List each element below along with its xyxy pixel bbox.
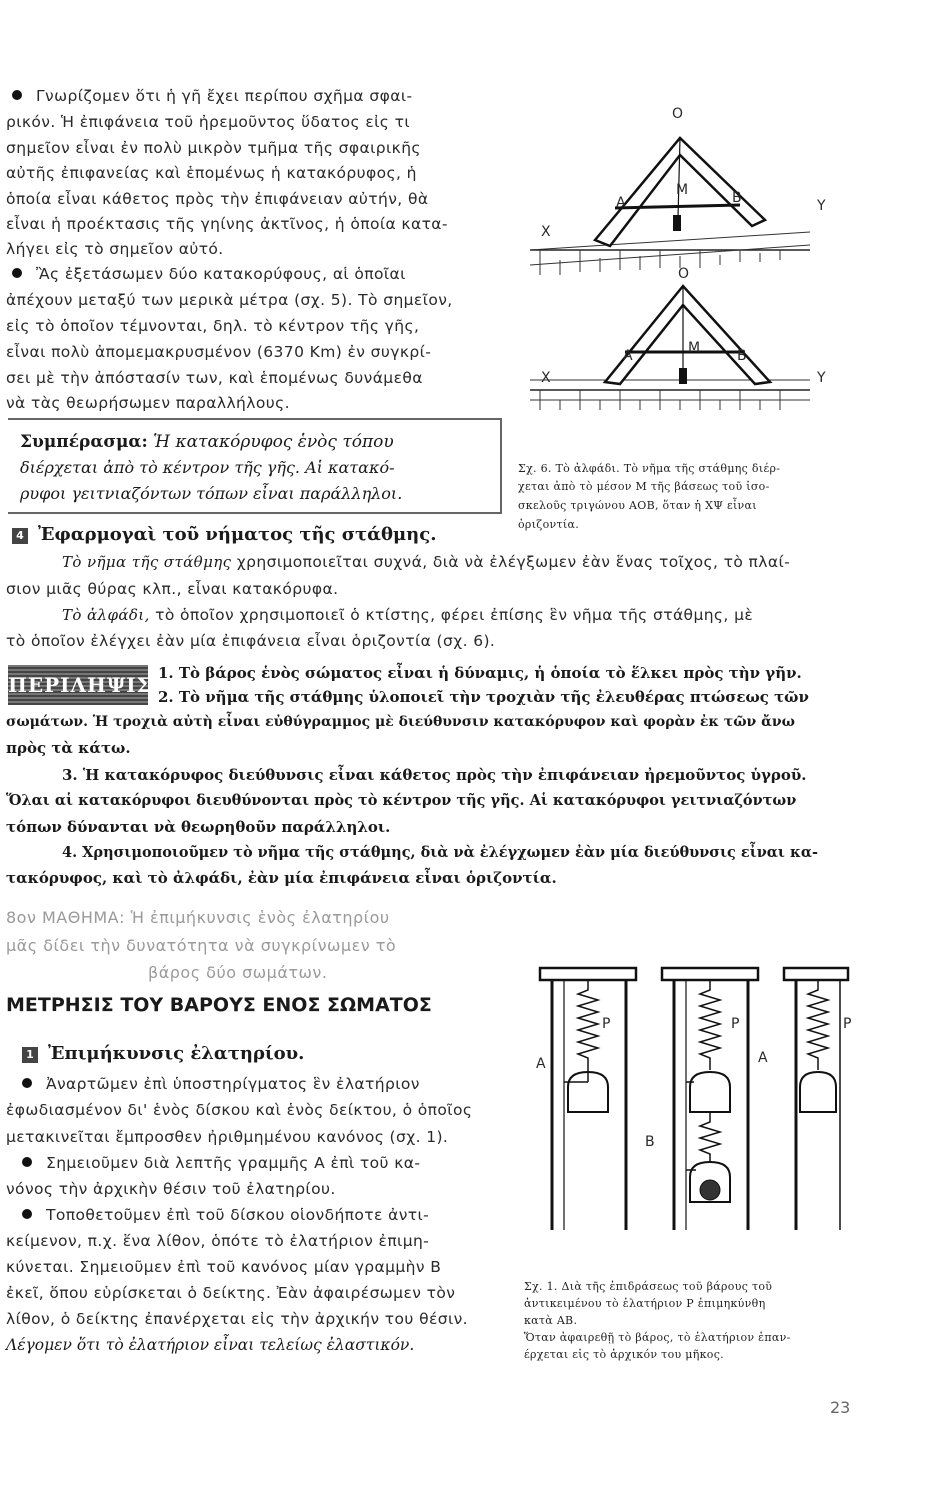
fig6-label-x-bottom: X [541, 370, 551, 386]
section-number-badge: 1 [22, 1047, 38, 1063]
paragraph-1-line-3: σημεῖον εἶναι ἐν πολὺ μικρὸν τμῆμα τῆς σφαιρικῆς [6, 139, 421, 157]
paragraph-1-line-6: εἶναι ἡ προέκτασις τῆς γηίνης ἀκτῖνος, ἡ ὁποία κατα- [6, 215, 448, 233]
bullet-icon [12, 90, 22, 100]
paragraph-1-line-5: ὁποία εἶναι κάθετος πρὸς τὴν ἐπιφάνειαν αὐτήν, θὰ [6, 190, 429, 208]
bullet-icon [22, 1078, 32, 1088]
section-4-heading: 4 Ἐφαρμογαὶ τοῦ νήματος τῆς στάθμης. [12, 524, 437, 545]
section-number-badge: 4 [12, 528, 28, 544]
fig6-label-b-bottom: B [737, 348, 748, 364]
fig1-caption-line-4: Ὅταν ἀφαιρεθῇ τὸ βάρος, τὸ ἐλατήριον ἐπαν- [524, 1331, 791, 1344]
spring-line-10: λίθον, ὁ δείκτης ἐπανέρχεται εἰς τὴν ἀρχικήν του θέσιν. [6, 1310, 468, 1328]
spring-line-7: κείμενον, π.χ. ἕνα λίθον, ὁπότε τὸ ἐλατήριον ἐπιμη- [6, 1232, 430, 1250]
spring-line-2: ἐφωδιασμένον δι' ἑνὸς δίσκου καὶ ἑνὸς δείκτου, ὁ ὁποῖος [6, 1101, 473, 1119]
fig6-label-a-bottom: A [623, 348, 633, 364]
conclusion-line-1: Συμπέρασμα: Ἡ κατακόρυφος ἑνὸς τόπου [20, 432, 394, 452]
paragraph-1-line-4: αὐτῆς ἐπιφανείας καὶ ἑπομένως ἡ κατακόρυφος, ἡ [6, 164, 417, 182]
fig6-caption-line-3: σκελοῦς τριγώνου ΑΟΒ, ὅταν ἡ ΧΨ εἶναι [518, 499, 757, 512]
conclusion-line-3: ρυφοι γειτνιαζόντων τόπων εἶναι παράλληλοι. [20, 484, 403, 503]
paragraph-1-line-7: λήγει εἰς τὸ σημεῖον αὐτό. [6, 240, 224, 258]
spring-line-6: Τοποθετοῦμεν ἐπὶ τοῦ δίσκου οἱονδήποτε ἀντι- [22, 1206, 429, 1224]
fig6-label-o-top: O [672, 106, 684, 122]
lesson-line-1: 8ον ΜΑΘΗΜΑ: Ἡ ἐπιμήκυνσις ἑνὸς ἐλατηρίου [6, 908, 390, 927]
conclusion-line-2: διέρχεται ἀπὸ τὸ κέντρον τῆς γῆς. Αἱ κατακό- [20, 458, 395, 477]
fig1-label-p-2: P [731, 1016, 740, 1032]
summary-line-6: Ὅλαι αἱ κατακόρυφοι διευθύνονται πρὸς τὸ κέντρον τῆς γῆς. Αἱ κατακόρυφοι γειτνιαζόντων [6, 792, 797, 809]
paragraph-2-line-3: εἰς τὸ ὁποῖον τέμνονται, δηλ. τὸ κέντρον τῆς γῆς, [6, 317, 420, 335]
level-upper [530, 138, 810, 275]
applications-line-2: σιον μιᾶς θύρας κλπ., εἶναι κατακόρυφα. [6, 580, 339, 598]
paragraph-2-line-6: νὰ τὰς θεωρήσωμεν παραλλήλους. [6, 394, 290, 412]
fig6-caption-line-2: χεται ἀπὸ τὸ μέσον Μ τῆς βάσεως τοῦ ἰσο- [518, 480, 770, 493]
summary-line-1: 1. Τὸ βάρος ἑνὸς σώματος εἶναι ἡ δύναμις, ἡ ὁποία τὸ ἕλκει πρὸς τὴν γῆν. [158, 664, 802, 682]
fig1-label-p-1: P [602, 1016, 611, 1032]
fig1-label-p-3: P [843, 1016, 852, 1032]
summary-line-9: τακόρυφος, καὶ τὸ ἀλφάδι, ἐὰν μία ἐπιφάνεια εἶναι ὁριζοντία. [6, 869, 557, 887]
summary-line-7: τόπων δύνανται νὰ θεωρηθοῦν παράλληλοι. [6, 818, 391, 836]
spring-line-1: Ἀναρτῶμεν ἐπὶ ὑποστηρίγματος ἓν ἐλατήριον [22, 1075, 420, 1093]
spring-line-9: ἐκεῖ, ὅπου εὑρίσκεται ὁ δείκτης. Ἐὰν ἀφαιρέσωμεν τὸν [6, 1284, 456, 1302]
spring-conclusion-line: Λέγομεν ὅτι τὸ ἐλατήριον εἶναι τελείως ἐλαστικόν. [6, 1336, 415, 1354]
page-title: ΜΕΤΡΗΣΙΣ ΤΟΥ ΒΑΡΟΥΣ ΕΝΟΣ ΣΩΜΑΤΟΣ [6, 994, 432, 1016]
level-lower [530, 286, 810, 410]
summary-line-8: 4. Χρησιμοποιοῦμεν τὸ νῆμα τῆς στάθμης, διὰ νὰ ἐλέγχωμεν ἐὰν μία διεύθυνσις εἶναι κα- [62, 844, 819, 861]
fig6-caption-line-4: ὁριζοντία. [518, 518, 579, 531]
fig1-label-b: B [645, 1134, 656, 1150]
lesson-line-3: βάρος δύο σωμάτων. [148, 963, 328, 982]
bullet-icon [12, 268, 22, 278]
fig1-caption-line-2: ἀντικειμένου τὸ ἐλατήριον Ρ ἐπιμηκύνθη [524, 1297, 766, 1310]
applications-line-1: Τὸ νῆμα τῆς στάθμης χρησιμοποιεῖται συχνά, διὰ νὰ ἐλέγξωμεν ἐὰν ἕνας τοῖχος, τὸ πλαί- [62, 553, 791, 571]
bullet-icon [22, 1157, 32, 1167]
applications-line-3: Τὸ ἀλφάδι, τὸ ὁποῖον χρησιμοποιεῖ ὁ κτίστης, φέρει ἐπίσης ἓν νῆμα τῆς στάθμης, μὲ [62, 606, 754, 624]
fig6-caption-line-1: Σχ. 6. Τὸ ἀλφάδι. Τὸ νῆμα τῆς στάθμης διέρ- [518, 462, 781, 475]
fig1-caption-line-3: κατὰ ΑΒ. [524, 1314, 578, 1327]
summary-badge: ΠΕΡΙΛΗΨΙΣ [8, 665, 148, 705]
paragraph-2-line-2: ἀπέχουν μεταξύ των μερικὰ μέτρα (σχ. 5). Τὸ σημεῖον, [6, 291, 453, 309]
figure-6-plumb-level [520, 100, 820, 420]
paragraph-2-line-1: Ἂς ἐξετάσωμεν δύο κατακορύφους, αἱ ὁποῖαι [12, 265, 406, 283]
spring-line-8: κύνεται. Σημειοῦμεν ἐπὶ τοῦ κανόνος μίαν γραμμὴν Β [6, 1258, 442, 1276]
fig6-label-a-top: A [616, 195, 626, 211]
spring-line-4: Σημειοῦμεν διὰ λεπτῆς γραμμῆς Α ἐπὶ τοῦ κα- [22, 1154, 420, 1172]
figure-1-spring-apparatus [528, 962, 864, 1238]
fig1-label-a-2: A [758, 1050, 768, 1066]
page-number: 23 [830, 1398, 851, 1417]
fig1-caption-line-1: Σχ. 1. Διὰ τῆς ἐπιδράσεως τοῦ βάρους τοῦ [524, 1280, 773, 1293]
fig6-label-y-top: Y [817, 198, 826, 214]
fig1-caption-line-5: έρχεται εἰς τὸ ἀρχικόν του μῆκος. [524, 1348, 724, 1361]
paragraph-1-line-1: Γνωρίζομεν ὅτι ἡ γῆ ἔχει περίπου σχῆμα σφαι- [12, 87, 412, 105]
spring-line-3: μετακινεῖται ἔμπροσθεν ἠριθμημένου κανόνος (σχ. 1). [6, 1128, 449, 1146]
fig6-label-b-top: B [732, 190, 743, 206]
spring-line-5: νόνος τὴν ἀρχικὴν θέσιν τοῦ ἐλατηρίου. [6, 1180, 336, 1198]
paragraph-2-line-4: εἶναι πολὺ ἀπομεμακρυσμένον (6370 Km) ἐν συγκρί- [6, 343, 432, 361]
summary-line-2: 2. Τὸ νῆμα τῆς στάθμης ὑλοποιεῖ τὴν τροχιὰν τῆς ἐλευθέρας πτώσεως τῶν [158, 688, 809, 706]
lesson-line-2: μᾶς δίδει τὴν δυνατότητα νὰ συγκρίνωμεν τὸ [6, 936, 397, 955]
fig6-label-y-bottom: Y [817, 370, 826, 386]
bullet-icon [22, 1209, 32, 1219]
section-1-heading: 1 Ἐπιμήκυνσις ἐλατηρίου. [22, 1043, 304, 1064]
summary-line-3: σωμάτων. Ἡ τροχιὰ αὐτὴ εἶναι εὐθύγραμμος μὲ διεύθυνσιν κατακόρυφον καὶ φορὰν ἐκ τῶν ἄνω [6, 714, 795, 730]
fig6-label-x-top: X [541, 224, 551, 240]
fig6-label-o-bottom: O [678, 266, 690, 282]
applications-line-4: τὸ ὁποῖον ἐλέγχει ἐὰν μία ἐπιφάνεια εἶναι ὁριζοντία (σχ. 6). [6, 632, 496, 650]
fig6-label-m-bottom: M [688, 340, 701, 356]
summary-line-4: πρὸς τὰ κάτω. [6, 739, 131, 757]
summary-line-5: 3. Ἡ κατακόρυφος διεύθυνσις εἶναι κάθετος πρὸς τὴν ἐπιφάνειαν ἠρεμοῦντος ὑγροῦ. [62, 766, 807, 784]
fig6-label-m-top: M [676, 182, 689, 198]
fig1-label-a-1: A [536, 1056, 546, 1072]
paragraph-1-line-2: ρικόν. Ἡ ἐπιφάνεια τοῦ ἠρεμοῦντος ὕδατος εἰς τι [6, 113, 411, 131]
paragraph-2-line-5: σει μὲ τὴν ἀπόστασίν των, καὶ ἑπομένως δυνάμεθα [6, 369, 423, 387]
